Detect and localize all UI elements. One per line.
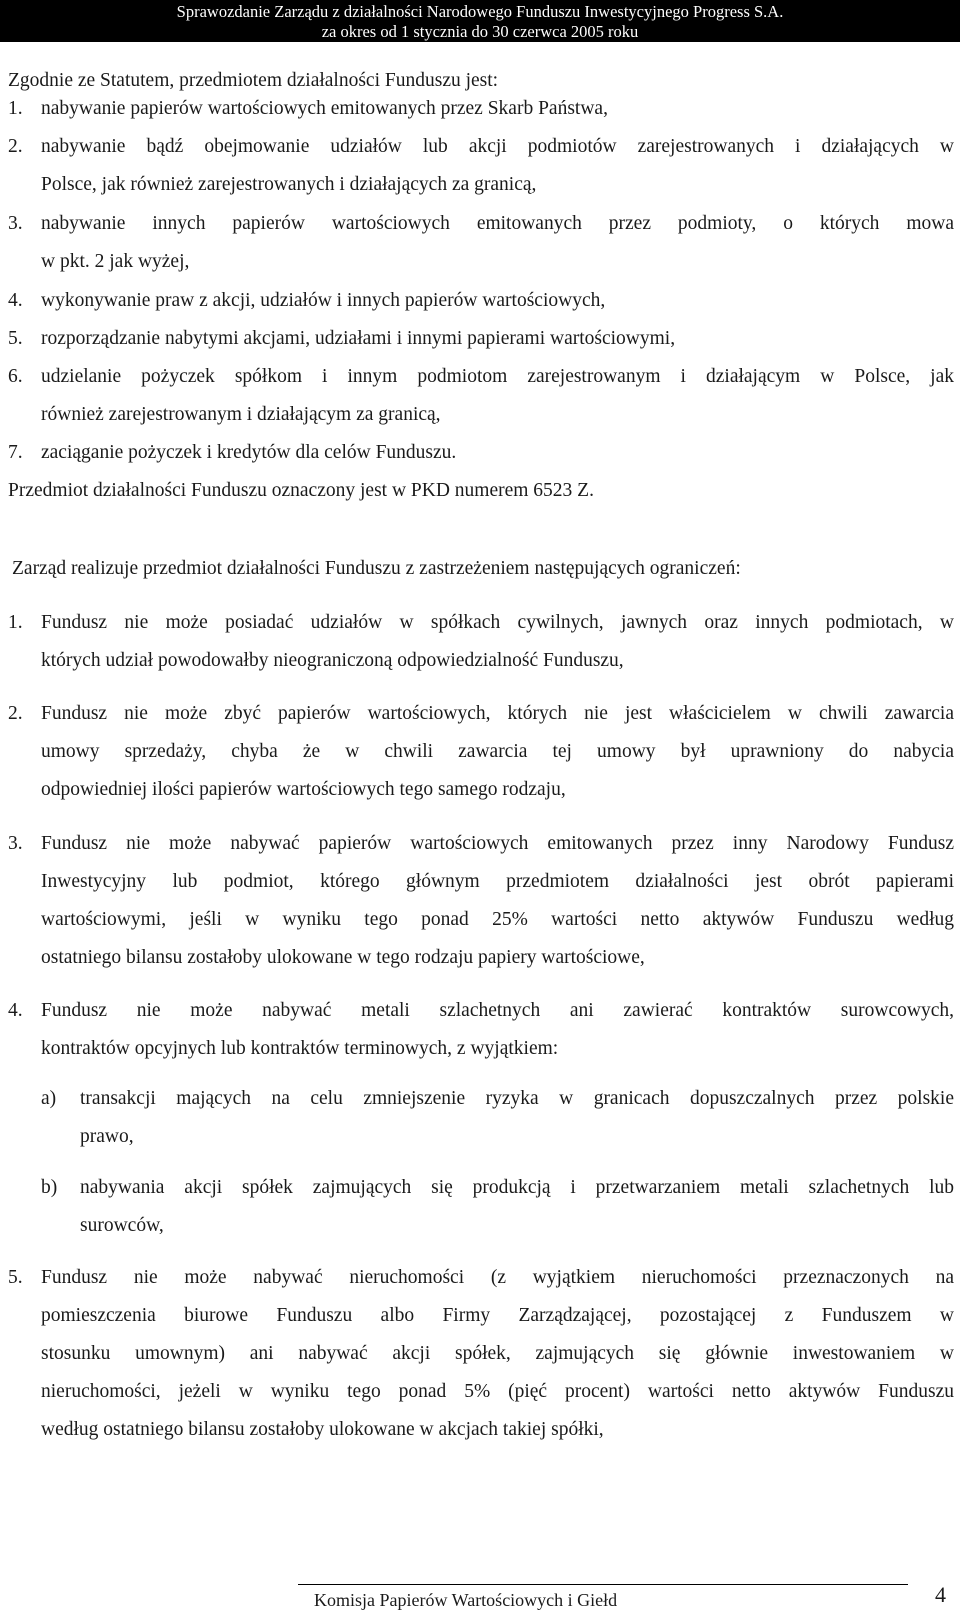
item-text: nieruchomości, jeżeli w wyniku tego ponad 5% (pięć procent) wartości netto aktywów Funduszu: [41, 1381, 954, 1402]
pkd-paragraph: Przedmiot działalności Funduszu oznaczony jest w PKD numerem 6523 Z.: [8, 480, 594, 501]
page-header: [0, 0, 960, 42]
item-number: 4.: [8, 1000, 23, 1021]
item-text: również zarejestrowanym i działającym za granicą,: [41, 404, 441, 425]
item-number: 1.: [8, 98, 23, 119]
item-number: 2.: [8, 703, 23, 724]
item-letter: a): [41, 1088, 57, 1109]
item-text: wartościowymi, jeśli w wyniku tego ponad 25% wartości netto aktywów Funduszu według: [41, 909, 954, 930]
item-text: transakcji mających na celu zmniejszenie ryzyka w granicach dopuszczalnych przez polskie: [80, 1088, 954, 1109]
item-text: odpowiedniej ilości papierów wartościowych tego samego rodzaju,: [41, 779, 566, 800]
item-text: Fundusz nie może nabywać papierów wartościowych emitowanych przez inny Narodowy Fundusz: [41, 833, 954, 854]
item-text: Fundusz nie może posiadać udziałów w spółkach cywilnych, jawnych oraz innych podmiotach, w: [41, 612, 954, 633]
item-text: nabywanie papierów wartościowych emitowanych przez Skarb Państwa,: [41, 98, 608, 119]
item-text: Fundusz nie może zbyć papierów wartościowych, których nie jest właścicielem w chwili zawarcia: [41, 703, 954, 724]
item-text: wykonywanie praw z akcji, udziałów i innych papierów wartościowych,: [41, 290, 606, 311]
item-text: których udział powodowałby nieograniczoną odpowiedzialność Funduszu,: [41, 650, 624, 671]
header-period: za okres od 1 stycznia do 30 czerwca 2005 roku: [321, 22, 639, 41]
item-text: nabywanie bądź obejmowanie udziałów lub akcji podmiotów zarejestrowanych i działających w: [41, 136, 954, 157]
item-text: prawo,: [80, 1126, 134, 1147]
item-text: pomieszczenia biurowe Funduszu albo Firmy Zarządzającej, pozostającej z Funduszem w: [41, 1305, 954, 1326]
item-text: nabywanie innych papierów wartościowych emitowanych przez podmioty, o których mowa: [41, 213, 954, 234]
item-text: w pkt. 2 jak wyżej,: [41, 251, 190, 272]
item-number: 2.: [8, 136, 23, 157]
item-text: Inwestycyjny lub podmiot, którego głównym przedmiotem działalności jest obrót papierami: [41, 871, 954, 892]
restrictions-intro: Zarząd realizuje przedmiot działalności Funduszu z zastrzeżeniem następujących ograniczeń:: [12, 558, 741, 579]
item-text: umowy sprzedaży, chyba że w chwili zawarcia tej umowy był uprawniony do nabycia: [41, 741, 954, 762]
footer-divider: [298, 1584, 908, 1585]
item-text: udzielanie pożyczek spółkom i innym podmiotom zarejestrowanym i działającym w Polsce, jak: [41, 366, 954, 387]
item-text: nabywania akcji spółek zajmujących się produkcją i przetwarzaniem metali szlachetnych lub: [80, 1177, 954, 1198]
item-number: 3.: [8, 213, 23, 234]
item-number: 7.: [8, 442, 23, 463]
item-text: kontraktów opcyjnych lub kontraktów terminowych, z wyjątkiem:: [41, 1038, 559, 1059]
item-text: zaciąganie pożyczek i kredytów dla celów Funduszu.: [41, 442, 457, 463]
item-text: stosunku umownym) ani nabywać akcji spółek, zajmujących się głównie inwestowaniem w: [41, 1343, 954, 1364]
item-text: surowców,: [80, 1215, 164, 1236]
item-number: 6.: [8, 366, 23, 387]
item-text: ostatniego bilansu zostałoby ulokowane w tego rodzaju papiery wartościowe,: [41, 947, 645, 968]
item-text: Polsce, jak również zarejestrowanych i działających za granicą,: [41, 174, 537, 195]
footer-publisher: Komisja Papierów Wartościowych i Giełd: [314, 1590, 618, 1610]
item-number: 1.: [8, 612, 23, 633]
item-letter: b): [41, 1177, 58, 1198]
item-number: 4.: [8, 290, 23, 311]
header-title: Sprawozdanie Zarządu z działalności Narodowego Funduszu Inwestycyjnego Progress S.A.: [176, 2, 784, 21]
item-text: według ostatniego bilansu zostałoby ulokowane w akcjach takiej spółki,: [41, 1419, 604, 1440]
page-number: 4: [935, 1582, 946, 1607]
item-text: Fundusz nie może nabywać nieruchomości (z wyjątkiem nieruchomości przeznaczonych na: [41, 1267, 954, 1288]
item-number: 5.: [8, 328, 23, 349]
item-number: 5.: [8, 1267, 23, 1288]
item-number: 3.: [8, 833, 23, 854]
intro-paragraph: Zgodnie ze Statutem, przedmiotem działalności Funduszu jest:: [8, 70, 499, 91]
item-text: rozporządzanie nabytymi akcjami, udziałami i innymi papierami wartościowymi,: [41, 328, 676, 349]
item-text: Fundusz nie może nabywać metali szlachetnych ani zawierać kontraktów surowcowych,: [41, 1000, 954, 1021]
